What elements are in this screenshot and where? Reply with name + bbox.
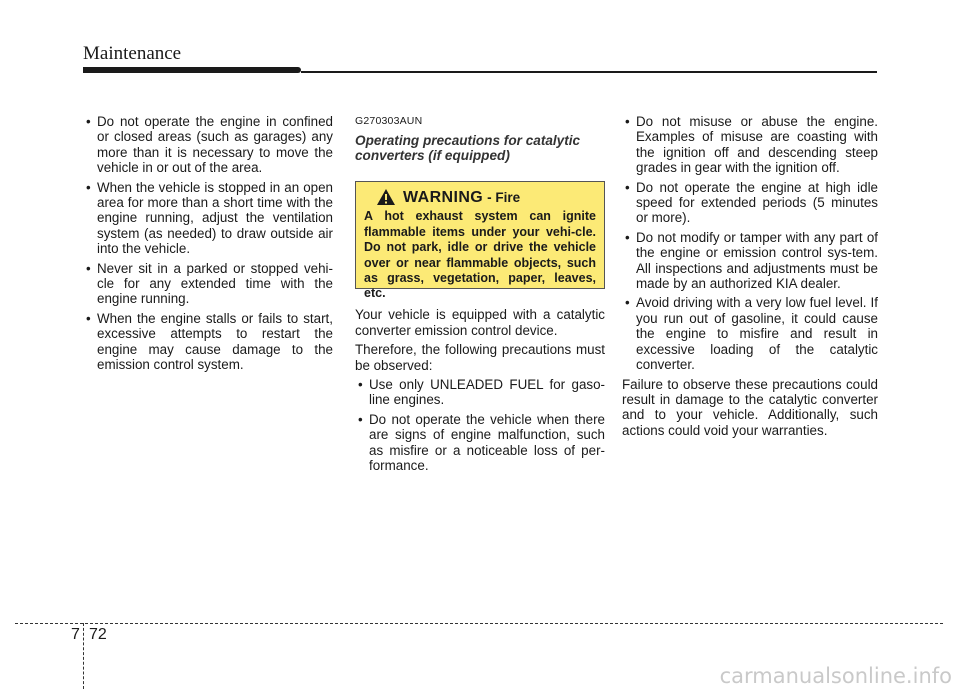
paragraph: Therefore, the following precautions must be observed: [355, 342, 605, 373]
closing-paragraph: Failure to observe these precautions could result in damage to the catalytic converter and to your vehicle. Additionally, such actions could void your warranties. [622, 376, 878, 438]
footer-rule [15, 623, 943, 624]
list-item: • When the engine stalls or fails to start, excessive attempts to restart the engine may cause damage to the emission control system. [83, 311, 333, 373]
page-header-title: Maintenance [83, 43, 182, 64]
page-number: 72 [89, 626, 107, 643]
header-rule-thick [83, 67, 301, 73]
section-code: G270303AUN [355, 115, 423, 127]
warning-box [355, 181, 605, 301]
list-item: • Do not operate the vehicle when there are signs of engine malfunction, such as misfire or a noticeable loss of per-formance. [355, 412, 605, 474]
section-heading: Operating precautions for catalytic converters (if equipped) [355, 133, 581, 164]
bullet-list [622, 114, 878, 373]
list-item: • Do not operate the engine in confined or closed areas (such as garages) any more than it is necessary to move the vehicle in or out of the area. [83, 114, 333, 176]
list-item: • When the vehicle is stopped in an open area for more than a short time with the engine running, adjust the ventilation system (as needed) to draw outside air into the vehicle. [83, 180, 333, 257]
bullet-list [355, 377, 605, 473]
paragraph: Your vehicle is equipped with a catalytic converter emission control device. [355, 307, 605, 338]
warning-triangle-icon [376, 188, 396, 206]
column-1 [83, 114, 333, 377]
list-item: • Avoid driving with a very low fuel level. If you run out of gasoline, it could cause the engine to misfire and result in excessive loading of the catalytic converter. [622, 295, 878, 372]
list-item: • Never sit in a parked or stopped vehi-cle for any extended time with the engine running. [83, 261, 333, 307]
warning-title [376, 188, 596, 206]
warning-word: WARNING [403, 188, 484, 206]
footer-divider [83, 623, 84, 689]
list-item: • Do not modify or tamper with any part of the engine or emission control sys-tem. All inspections and adjustments must be made by an authorized KIA dealer. [622, 230, 878, 292]
column-3 [622, 114, 878, 442]
column-2 [355, 114, 605, 477]
list-item: • Do not misuse or abuse the engine. Examples of misuse are coasting with the ignition off and descending steep grades in gear with the ignition off. [622, 114, 878, 176]
bullet-list [83, 114, 333, 373]
chapter-number: 7 [71, 626, 80, 643]
header-rule-thin [301, 71, 877, 73]
list-item: • Use only UNLEADED FUEL for gaso-line engines. [355, 377, 605, 408]
warning-subject: - Fire [487, 189, 521, 205]
watermark: carmanualsonline.info [719, 664, 952, 688]
list-item: • Do not operate the engine at high idle speed for extended periods (5 minutes or more). [622, 180, 878, 226]
warning-text: A hot exhaust system can ignite flammable items under your vehi-cle. Do not park, idle or drive the vehicle over or near flammable objects, such as grass, vegetation, paper, leaves, etc. [364, 209, 596, 301]
